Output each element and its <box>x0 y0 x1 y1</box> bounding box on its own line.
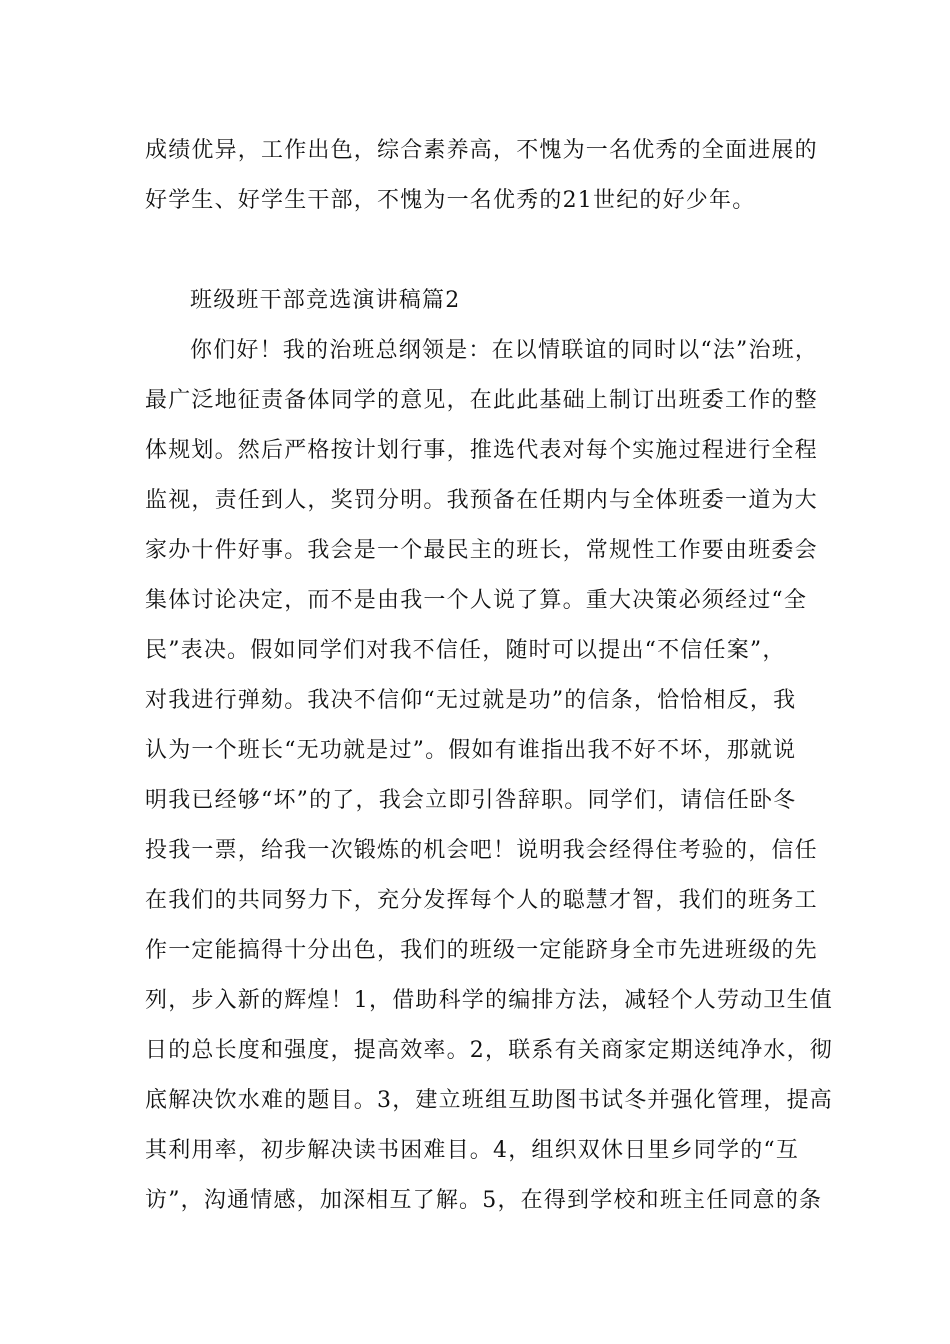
text-line: 家办十件好事。我会是一个最民主的班长，常规性工作要由班委会 <box>145 538 818 563</box>
text-line: 你们好！我的治班总纲领是：在以情联谊的同时以“法”治班， <box>190 338 819 363</box>
text-line: 在我们的共同努力下，充分发挥每个人的聪慧才智，我们的班务工 <box>145 888 818 913</box>
text-line: 成绩优异，工作出色，综合素养高，不愧为一名优秀的全面进展的 <box>145 138 818 163</box>
text-line: 底解决饮水难的题目。3，建立班组互助图书试冬并强化管理，提高 <box>145 1088 833 1113</box>
text-line: 体规划。然后严格按计划行事，推选代表对每个实施过程进行全程 <box>145 438 818 463</box>
text-line: 其利用率，初步解决读书困难目。4，组织双休日里乡同学的“互 <box>145 1138 800 1163</box>
section-heading: 班级班干部竞选演讲稿篇2 <box>190 288 461 313</box>
text-line: 最广泛地征责备体同学的意见，在此此基础上制订出班委工作的整 <box>145 388 818 413</box>
text-line: 好学生、好学生干部，不愧为一名优秀的21世纪的好少年。 <box>145 188 756 213</box>
text-line: 集体讨论决定，而不是由我一个人说了算。重大决策必须经过“全 <box>145 588 808 613</box>
text-line: 作一定能搞得十分出色，我们的班级一定能跻身全市先进班级的先 <box>145 938 818 963</box>
text-line: 明我已经够“坏”的了，我会立即引咎辞职。同学们，请信任卧冬 <box>145 788 797 813</box>
text-line: 认为一个班长“无功就是过”。假如有谁指出我不好不坏，那就说 <box>145 738 797 763</box>
text-line: 列，步入新的辉煌！1，借助科学的编排方法，减轻个人劳动卫生值 <box>145 988 833 1013</box>
text-line: 对我进行弹劾。我决不信仰“无过就是功”的信条，恰恰相反，我 <box>145 688 797 713</box>
text-line: 监视，责任到人，奖罚分明。我预备在任期内与全体班委一道为大 <box>145 488 818 513</box>
text-line: 投我一票，给我一次锻炼的机会吧！说明我会经得住考验的，信任 <box>145 838 818 863</box>
text-line: 民”表决。假如同学们对我不信任，随时可以提出“不信任案”， <box>145 638 786 663</box>
text-line: 访”，沟通情感，加深相互了解。5，在得到学校和班主任同意的条 <box>145 1188 823 1213</box>
text-line: 日的总长度和强度，提高效率。2，联系有关商家定期送纯净水，彻 <box>145 1038 833 1063</box>
